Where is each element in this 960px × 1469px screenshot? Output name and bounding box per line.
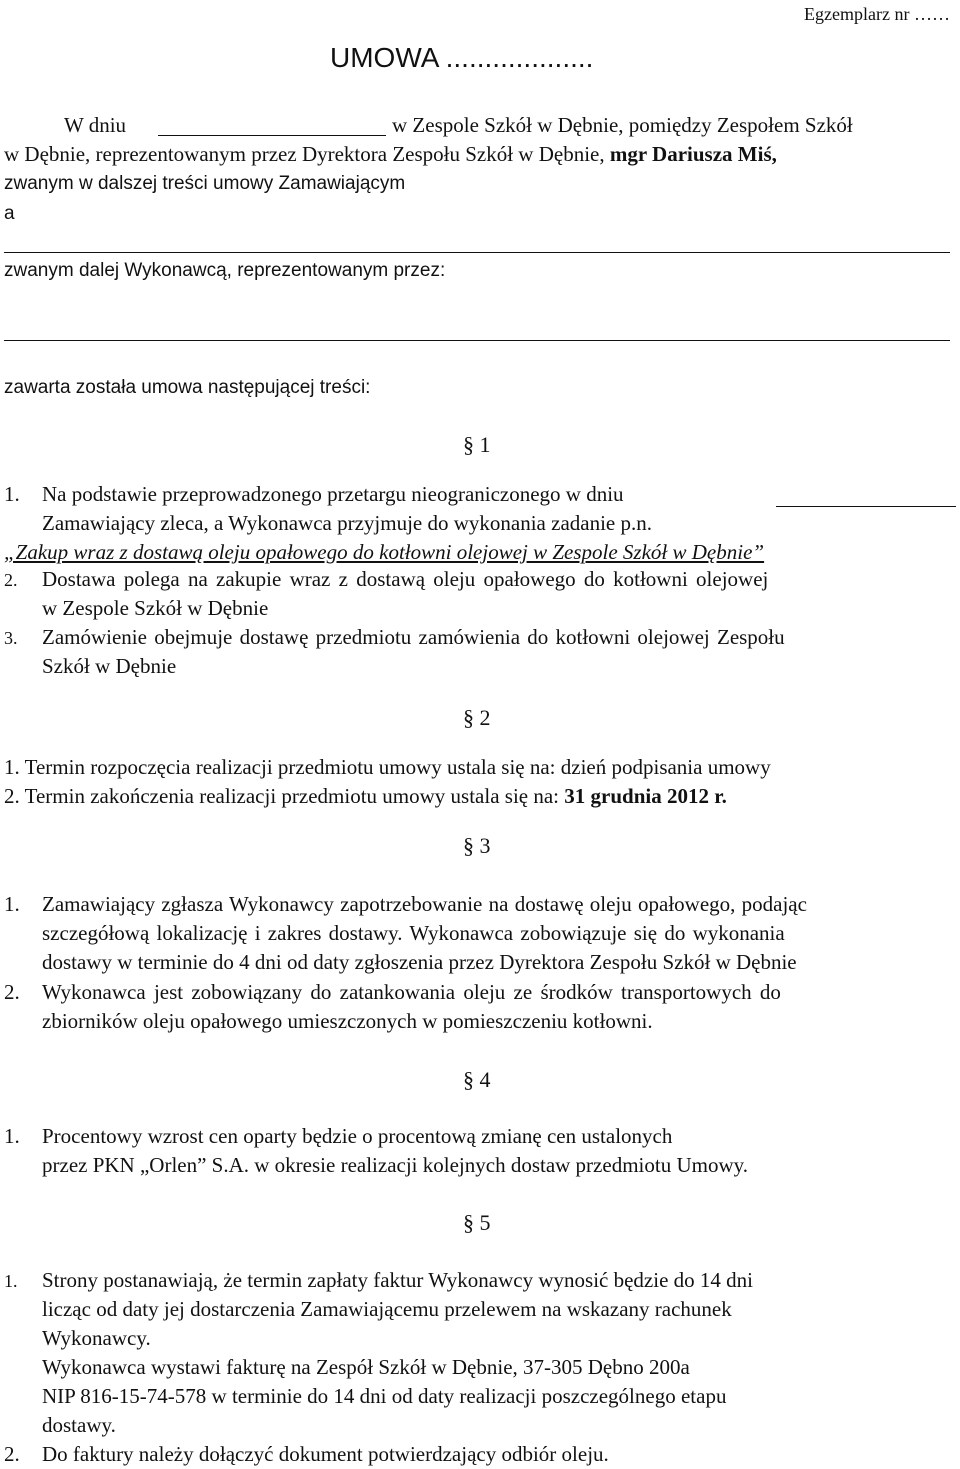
s3-item-2-number: 2. [4,980,20,1004]
end-date: 31 grudnia 2012 r. [564,784,727,808]
intro-line-2-text: w Dębnie, reprezentowanym przez Dyrektora Zespołu Szkół w Dębnie, [4,142,610,166]
s1-item-1-line-a: Na podstawie przeprowadzonego przetargu nieograniczonego w dniu [42,482,624,506]
s3-item-1-number: 1. [4,892,20,916]
s1-item-2-number: 2. [4,570,18,590]
s5-item-1-line-a: Strony postanawiają, że termin zapłaty faktur Wykonawcy wynosić będzie do 14 dni [42,1268,753,1292]
s4-item-1-line-a: Procentowy wzrost cen oparty będzie o procentową zmianę cen ustalonych [42,1124,673,1148]
s5-item-1-line-c: Wykonawcy. [42,1326,151,1350]
s3-item-2-line-b: zbiorników oleju opałowego umieszczonych w pomieszczeniu kotłowni. [42,1009,653,1033]
s3-item-1-line-c: dostawy w terminie do 4 dni od daty zgłoszenia przez Dyrektora Zespołu Szkół w Dębnie [42,950,797,974]
representative-blank-line [4,340,950,341]
tender-date-blank-line [776,506,956,507]
s1-item-3-line-a: Zamówienie obejmuje dostawę przedmiotu zamówienia do kotłowni olejowej Zespołu [42,625,785,649]
contractor-blank-line [4,252,950,253]
section-1-heading: § 1 [463,432,491,457]
s5-item-1-line-e: NIP 816-15-74-578 w terminie do 14 dni od daty realizacji poszczególnego etapu [42,1384,727,1408]
s3-item-1-line-b: szczegółową lokalizację i zakres dostawy. Wykonawca zobowiązuje się do wykonania [42,921,785,945]
s1-item-1-task-name: „Zakup wraz z dostawą oleju opałowego do kotłowni olejowej w Zespole Szkół w Dębnie” [4,540,765,564]
s1-item-1-number: 1. [4,482,20,506]
s5-item-1-line-f: dostawy. [42,1413,116,1437]
section-2-heading: § 2 [463,705,491,730]
s5-item-2-number: 2. [4,1442,20,1466]
section-4-heading: § 4 [463,1067,491,1092]
intro-line-1a: W dniu [64,113,127,137]
s5-item-1-line-d: Wykonawca wystawi fakturę na Zespół Szkół w Dębnie, 37-305 Dębno 200a [42,1355,690,1379]
s2-item-2-text: 2. Termin zakończenia realizacji przedmiotu umowy ustala się na: [4,784,565,808]
s5-item-1-number: 1. [4,1271,18,1291]
s4-item-1-line-b: przez PKN „Orlen” S.A. w okresie realizacji kolejnych dostaw przedmiotu Umowy. [42,1153,749,1177]
s4-item-1-number: 1. [4,1124,20,1148]
s1-item-1-line-b: Zamawiający zleca, a Wykonawca przyjmuje do wykonania zadanie p.n. [42,511,652,535]
s5-item-2-line-a: Do faktury należy dołączyć dokument potwierdzający odbiór oleju. [42,1442,609,1466]
intro-line-6: zawarta została umowa następującej treści: [4,377,371,398]
s1-item-3-number: 3. [4,628,18,648]
intro-line-3: zwanym w dalszej treści umowy Zamawiającym [4,173,406,194]
section-5-heading: § 5 [463,1210,491,1235]
s3-item-2-line-a: Wykonawca jest zobowiązany do zatankowania oleju ze środków transportowych do [42,980,781,1004]
s1-item-2-line-b: w Zespole Szkół w Dębnie [42,596,269,620]
s2-item-2 [4,784,727,809]
section-3-heading: § 3 [463,833,491,858]
s3-item-1-line-a: Zamawiający zgłasza Wykonawcy zapotrzebowanie na dostawę oleju opałowego, podając [42,892,807,916]
s1-item-3-line-b: Szkół w Dębnie [42,654,177,678]
director-name: mgr Dariusza Miś, [609,142,777,166]
intro-line-1b: w Zespole Szkół w Dębnie, pomiędzy Zespołem Szkół [392,113,853,137]
s2-item-1: 1. Termin rozpoczęcia realizacji przedmiotu umowy ustala się na: dzień podpisania umowy [4,755,771,779]
intro-line-4: a [4,203,15,224]
copy-number-label: Egzemplarz nr …… [804,4,950,24]
intro-line-2 [4,142,777,167]
intro-line-5: zwanym dalej Wykonawcą, reprezentowanym przez: [4,260,446,281]
date-blank-line [158,135,386,136]
s5-item-1-line-b: licząc od daty jej dostarczenia Zamawiającemu przelewem na wskazany rachunek [42,1297,732,1321]
s1-item-2-line-a: Dostawa polega na zakupie wraz z dostawą oleju opałowego do kotłowni olejowej [42,567,769,591]
document-title: UMOWA ................... [330,42,594,73]
